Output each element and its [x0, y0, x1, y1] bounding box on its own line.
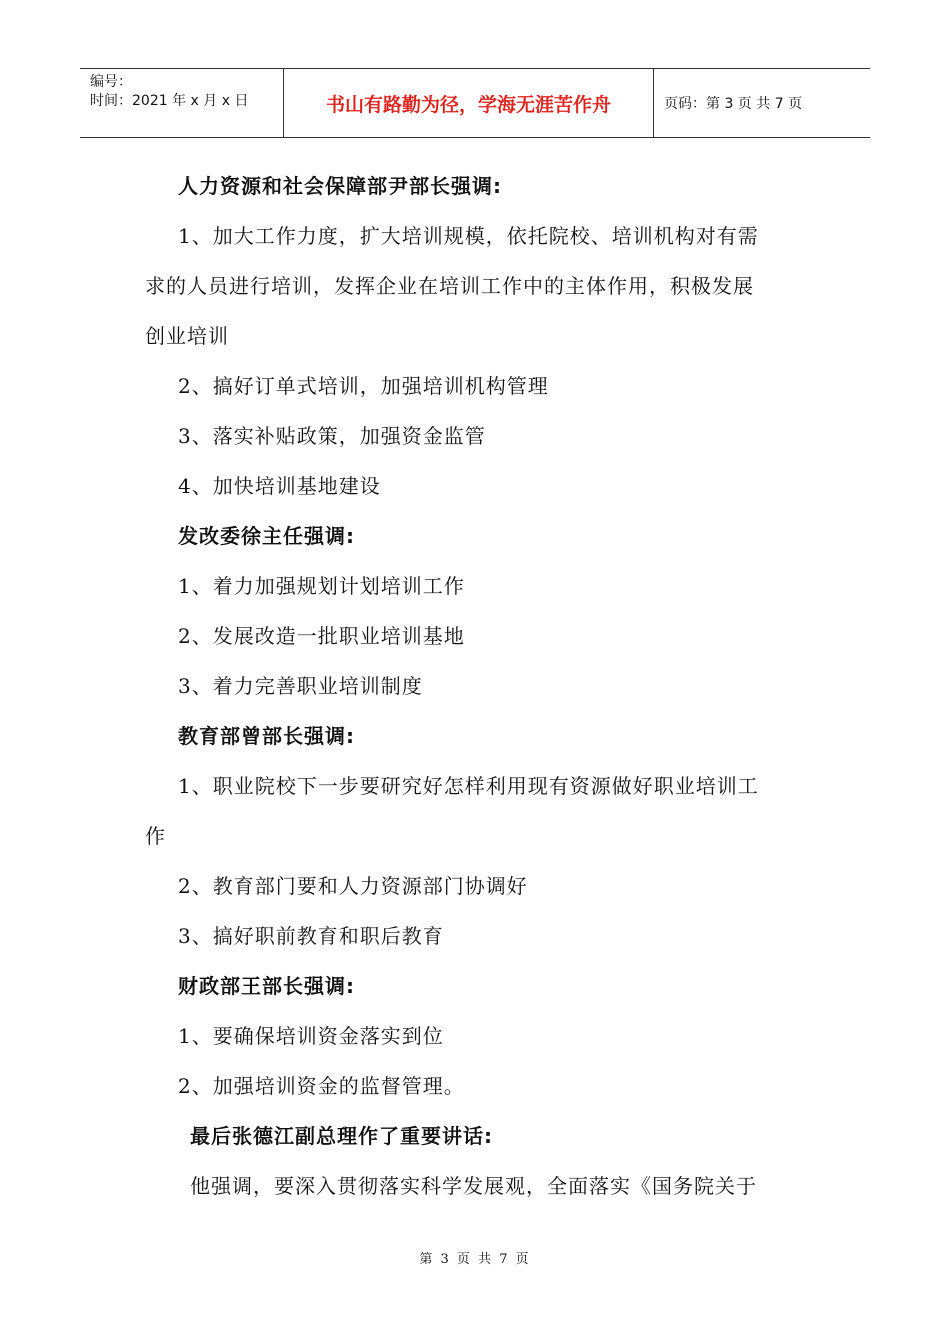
- section-heading: 教育部曾部长强调:: [178, 724, 355, 748]
- paragraph-line: 2、加强培训资金的监督管理。: [178, 1074, 465, 1098]
- paragraph-line: 2、搞好订单式培训，加强培训机构管理: [178, 374, 549, 398]
- header-motto: 书山有路勤为径，学海无涯苦作舟: [283, 69, 654, 137]
- paragraph-line: 求的人员进行培训，发挥企业在培训工作中的主体作用，积极发展: [145, 274, 754, 298]
- paragraph-line: 2、发展改造一批职业培训基地: [178, 624, 465, 648]
- paragraph-line: 1、加大工作力度，扩大培训规模，依托院校、培训机构对有需: [178, 224, 759, 248]
- paragraph-line: 4、加快培训基地建设: [178, 474, 381, 498]
- section-heading: 财政部王部长强调:: [178, 974, 355, 998]
- page-header: [80, 68, 870, 138]
- section-heading: 发改委徐主任强调:: [178, 524, 355, 548]
- header-page-info: 页码：第 3 页 共 7 页: [664, 96, 803, 112]
- page-footer: 第 3 页 共 7 页: [419, 1252, 531, 1267]
- paragraph-line: 3、搞好职前教育和职后教育: [178, 924, 444, 948]
- document-date-label: 时间：2021 年 x 月 x 日: [90, 93, 249, 109]
- paragraph-line: 作: [145, 824, 166, 848]
- paragraph-line: 3、着力完善职业培训制度: [178, 674, 423, 698]
- section-heading: 人力资源和社会保障部尹部长强调:: [178, 174, 502, 198]
- paragraph-line: 3、落实补贴政策，加强资金监管: [178, 424, 486, 448]
- paragraph-line: 1、要确保培训资金落实到位: [178, 1024, 444, 1048]
- paragraph-line: 1、着力加强规划计划培训工作: [178, 574, 465, 598]
- paragraph-line: 1、职业院校下一步要研究好怎样利用现有资源做好职业培训工: [178, 774, 759, 798]
- section-heading: 最后张德江副总理作了重要讲话:: [190, 1124, 493, 1148]
- document-number-label: 编号：: [90, 74, 132, 90]
- paragraph-line: 创业培训: [145, 324, 229, 348]
- paragraph-line: 2、教育部门要和人力资源部门协调好: [178, 874, 528, 898]
- paragraph-line: 他强调，要深入贯彻落实科学发展观，全面落实《国务院关于: [190, 1174, 757, 1198]
- header-meta: [80, 69, 283, 137]
